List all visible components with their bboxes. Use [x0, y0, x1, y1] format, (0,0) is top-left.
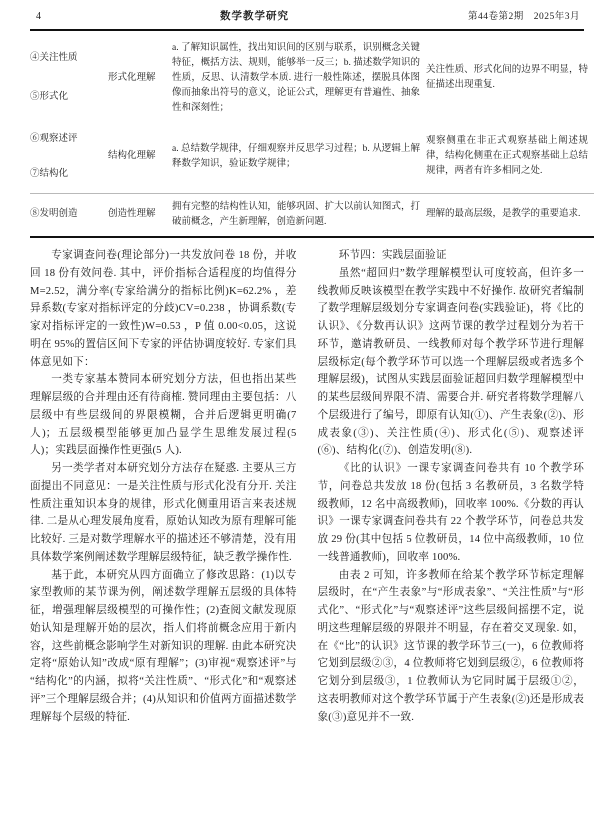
paragraph: 《比的认识》一课专家调查问卷共有 10 个教学环节，问卷总共发放 18 份(包括 3 名教研员，3 名数学特级教师，12 名中高级教师)，回收率 100%.《分数的再认识》一课专家调查问卷共有 22 个教学环节，问卷总共发放 29 份(其中包括 5 位教研员，14 位中高级教师，10 位一线普通教师)，回收率 100%.	[317, 463, 584, 563]
cell-levels	[30, 35, 108, 121]
cell-levels	[30, 121, 108, 193]
cell-category: 创造性理解	[108, 193, 172, 237]
page-number: 4	[36, 11, 41, 22]
paragraph: 另一类学者对本研究划分方法存在疑惑. 主要从三方面提出不同意见：一是关注性质与形式化没有分开. 关注性质注重知识本身的规律，形式化侧重用语言来表述规律. 二是从心理发展角度看，原始认知改为原有理解可能比较好. 三是对数学理解水平的描述还不够清楚，没有用具体数学案例阐述数学理解层级特征，缺乏教学操作性.	[30, 463, 297, 563]
cell-comment: 观察侧重在非正式观察基础上阐述规律，结构化侧重在正式观察基础上总结规律，两者有许多相同之处.	[426, 136, 588, 177]
paragraph: 虽然“超回归”数学理解模型认可度较高，但许多一线教师反映该模型在教学实践中不好操作. 故研究者编制了数学理解层级划分专家调查问卷(实践验证)，将《比的认识》、《分数再认识》这两节课的教学过程划分为若干环节，邀请教研员、一线教师对每个教学环节进行理解层级标定(每个教学环节可以选一个理解层级或者选多个理解层级)，试图从实践层面验证超回归数学理解模型中的某些层级间界限不清、需要合并. 研究者将数学理解八个层级进行了编号，即原有认知(①)、产生表象(②)、形成表象(③)、关注性质(④)、形式化(⑤)、观察述评(⑥)、结构化(⑦)、创造发明(⑧).	[317, 267, 585, 457]
body-columns	[30, 247, 584, 726]
running-header	[30, 8, 584, 29]
issue-info: 第44卷第2期 2025年3月	[467, 12, 580, 22]
table-row	[30, 35, 594, 121]
cell-description: a. 总结数学规律，仔细观察并反思学习过程；b. 从逻辑上解释数学知识，验证数学规律；	[172, 143, 420, 169]
cell-description: a. 了解知识属性，找出知识间的区别与联系，识别概念关键特征，概括方法、规则，能够举一反三；b. 描述数学知识的性质，反思、认清数学本质. 进行一般性陈述，摆脱具体图像而抽象出符号的意义，论证公式，理解更有普遍性、抽象性和深刻性；	[172, 42, 420, 113]
header-rule	[30, 29, 584, 31]
right-column	[318, 247, 585, 726]
paragraph: 由表 2 可知，许多教师在给某个教学环节标定理解层级时，在“产生表象”与“形成表象”、“关注性质”与“形式化”、“形式化”与“观察述评”这些层级间摇摆不定，说明这些理解层级的界限并不明显，存在着交叉现象. 如，在《“比”的认识》这节课的教学环节三(一)，6 位教师将它划到层级②③，4 位教师将它划到层级②，6 位教师将它划分到层级③，1 位教师认为它同时属于层级①②，这表明教师对这个教学环节属于产生表象(②)还是形成表象(③)意见并不一致.	[317, 569, 585, 723]
level-label: ⑤形式化	[30, 92, 69, 102]
level-label: ⑧发明创造	[30, 209, 78, 220]
cell-category: 结构化理解	[108, 151, 156, 162]
level-label: ⑥观察述评	[30, 133, 78, 144]
table-row	[30, 121, 594, 193]
cell-comment: 理解的最高层级，是教学的重要追求.	[426, 193, 594, 237]
paragraph: 基于此，本研究从四方面确立了修改思路：(1)以专家型教师的某节课为例，阐述数学理解五层级的具体特征，增强理解层级模型的可操作性；(2)查阅文献发现原始认知是理解开始的层次，指人们将前概念应用于新内容，这些前概念影响学生对新知识的理解. 由此本研究决定将“原始认知”改成“原有理解”；(3)审视“观察述评”与“结构化”的内涵，拟将“关注性质”、“形式化”和“观察述评”三个理解层级合并；(4)从知识和价值两方面描述数学理解每个层级的特征.	[30, 569, 297, 723]
paragraph: 一类专家基本赞同本研究划分方法，但也指出某些理解层级的合并理由还有待商榷. 赞同理由主要包括：八层级中有些层级间的界限模糊，合并后逻辑更明确(7 人)；五层级模型能够更加凸显学生思维发展过程(5 人)；实践层面操作性更强(5 人).	[30, 374, 297, 457]
understanding-levels-table	[30, 35, 594, 238]
table-row	[30, 193, 594, 237]
section-heading: 环节四：实践层面验证	[338, 250, 447, 261]
paragraph: 专家调查问卷(理论部分)一共发放问卷 18 份，并收回 18 份有效问卷. 其中，评价指标合适程度的均值得分 M=2.52，满分率(专家给满分的指标比例)K=62.2% ，差异系数(专家对指标评定的分歧)CV=0.238 ，协调系数(专家对指标评定的一致性)W=0.53 ，P 值 0.00<0.05，这说明在 95%的置信区间下专家的评估协调度较好. 专家们具体意见如下：	[30, 250, 297, 368]
left-column	[30, 247, 297, 726]
level-label: ④关注性质	[30, 53, 78, 63]
cell-comment: 关注性质、形式化间的边界不明显，特征描述出现重复.	[426, 65, 588, 90]
journal-title: 数学教学研究	[219, 11, 289, 22]
level-label: ⑦结构化	[30, 168, 69, 179]
cell-description: 拥有完整的结构性认知，能够巩固、扩大以前认知图式，打破前概念，产生新理解，创造新问题.	[172, 193, 426, 237]
cell-category: 形式化理解	[108, 72, 156, 83]
cell-levels	[30, 193, 108, 237]
